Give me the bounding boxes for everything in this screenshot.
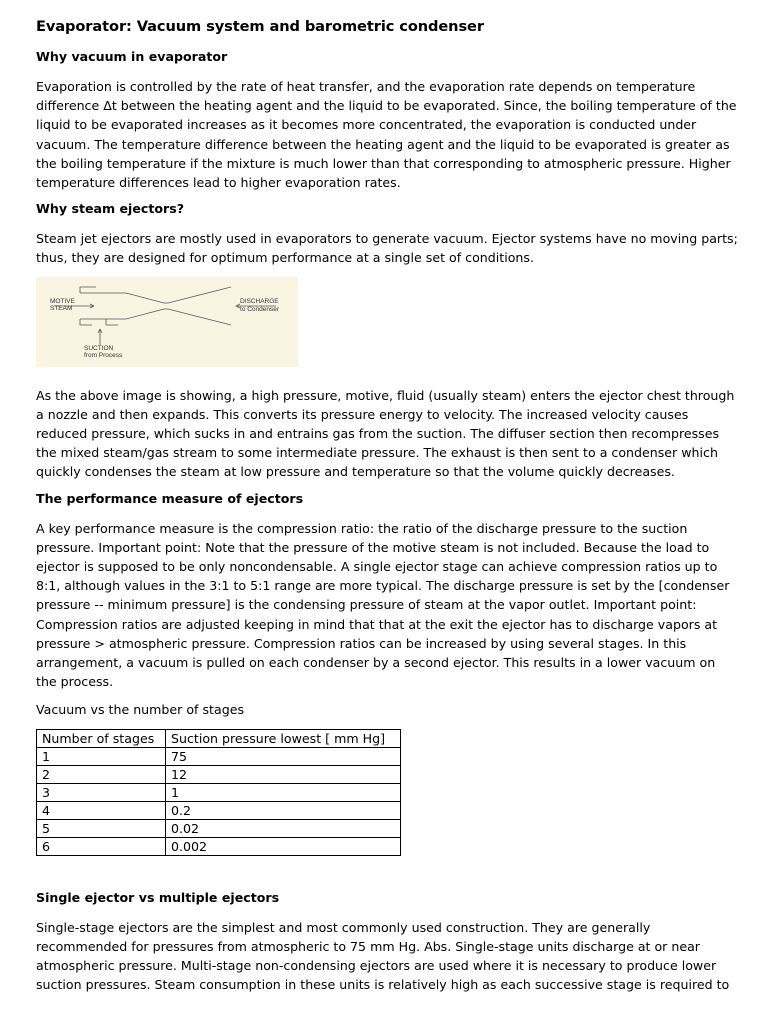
table-cell-pressure: 0.2 — [166, 801, 401, 819]
ejector-diagram — [36, 277, 298, 367]
table-row — [37, 765, 401, 783]
table-cell-pressure: 12 — [166, 765, 401, 783]
ejector-diagram-svg — [36, 277, 298, 367]
paragraph-why-ejectors: Steam jet ejectors are mostly used in evaporators to generate vacuum. Ejector systems have no moving parts; thus, they are designed for optimum performance at a single set of conditions. — [36, 231, 738, 266]
label-discharge-2: to Condenser — [240, 305, 280, 313]
table-header-stages: Number of stages — [37, 729, 166, 747]
stages-table — [36, 729, 401, 856]
table-header-pressure: Suction pressure lowest [ mm Hg] — [166, 729, 401, 747]
table-cell-pressure: 0.002 — [166, 837, 401, 855]
table-cell-stages: 1 — [37, 747, 166, 765]
heading-why-ejectors: Why steam ejectors? — [36, 201, 185, 217]
table-row — [37, 801, 401, 819]
table-cell-stages: 3 — [37, 783, 166, 801]
table-cell-stages: 5 — [37, 819, 166, 837]
table-cell-stages: 2 — [37, 765, 166, 783]
table-cell-stages: 6 — [37, 837, 166, 855]
paragraph-why-vacuum: Evaporation is controlled by the rate of heat transfer, and the evaporation rate depends on temperature difference Δt between the heating agent and the liquid to be evaporated. Since, the boiling temperature of the liquid to be evaporated increases as it becomes more concentrated, the evaporation is conducted under vacuum. The temperature difference between the heating agent and the liquid to be evaporated is greater as the boiling temperature if the mixture is much lower than that corresponding to atmospheric pressure. Higher temperature differences lead to higher evaporation rates. — [36, 79, 737, 191]
page-title: Evaporator: Vacuum system and barometric condenser — [36, 18, 484, 35]
table-cell-pressure: 1 — [166, 783, 401, 801]
paragraph-performance: A key performance measure is the compression ratio: the ratio of the discharge pressure to the suction pressure. Important point: Note that the pressure of the motive steam is not included. Because the load to ejector is supposed to be only noncondensable. A single ejector stage can achieve compression ratios up to 8:1, although values in the 3:1 to 5:1 range are more typical. The discharge pressure is set by the [condenser pressure -- minimum pressure] is the condensing pressure of steam at the vapor outlet. Important point: Compression ratios are adjusted keeping in mind that that at the exit the ejector has to discharge vapors at pressure > atmospheric pressure. Compression ratios can be increased by using several stages. In this arrangement, a vacuum is pulled on each condenser by a second ejector. This results in a lower vacuum on the process. — [36, 520, 730, 690]
heading-single-vs-multiple: Single ejector vs multiple ejectors — [36, 889, 280, 905]
table-header-row — [37, 729, 401, 747]
table-caption: Vacuum vs the number of stages — [36, 702, 245, 718]
heading-performance: The performance measure of ejectors — [36, 490, 304, 506]
heading-why-vacuum: Why vacuum in evaporator — [36, 49, 228, 64]
table-row — [37, 783, 401, 801]
table-cell-pressure: 75 — [166, 747, 401, 765]
label-suction-1: SUCTION — [84, 344, 114, 352]
label-motive-1: MOTIVE — [50, 297, 75, 305]
label-suction-2: from Process — [84, 351, 123, 359]
paragraph-ejector-explanation: As the above image is showing, a high pressure, motive, fluid (usually steam) enters the ejector chest through a nozzle and then expands. This converts its pressure energy to velocity. The increased velocity causes reduced pressure, which sucks in and entrains gas from the suction. The diffuser section then recompresses the mixed steam/gas stream to some intermediate pressure. The exhaust is then sent to a condenser which quickly condenses the steam at low pressure and temperature so that the volume quickly decreases. — [36, 387, 735, 480]
table-row — [37, 819, 401, 837]
table-cell-stages: 4 — [37, 801, 166, 819]
table-row — [37, 837, 401, 855]
table-cell-pressure: 0.02 — [166, 819, 401, 837]
label-discharge-1: DISCHARGE — [240, 297, 279, 305]
label-motive-2: STEAM — [50, 304, 73, 312]
paragraph-single-vs-multiple: Single-stage ejectors are the simplest and most commonly used construction. They are generally recommended for pressures from atmospheric to 75 mm Hg. Abs. Single-stage units discharge at or near atmospheric pressure. Multi-stage non-condensing ejectors are used where it is necessary to produce lower suction pressures. Steam consumption in these units is relatively high as each successive stage is required to — [36, 919, 730, 993]
table-row — [37, 747, 401, 765]
